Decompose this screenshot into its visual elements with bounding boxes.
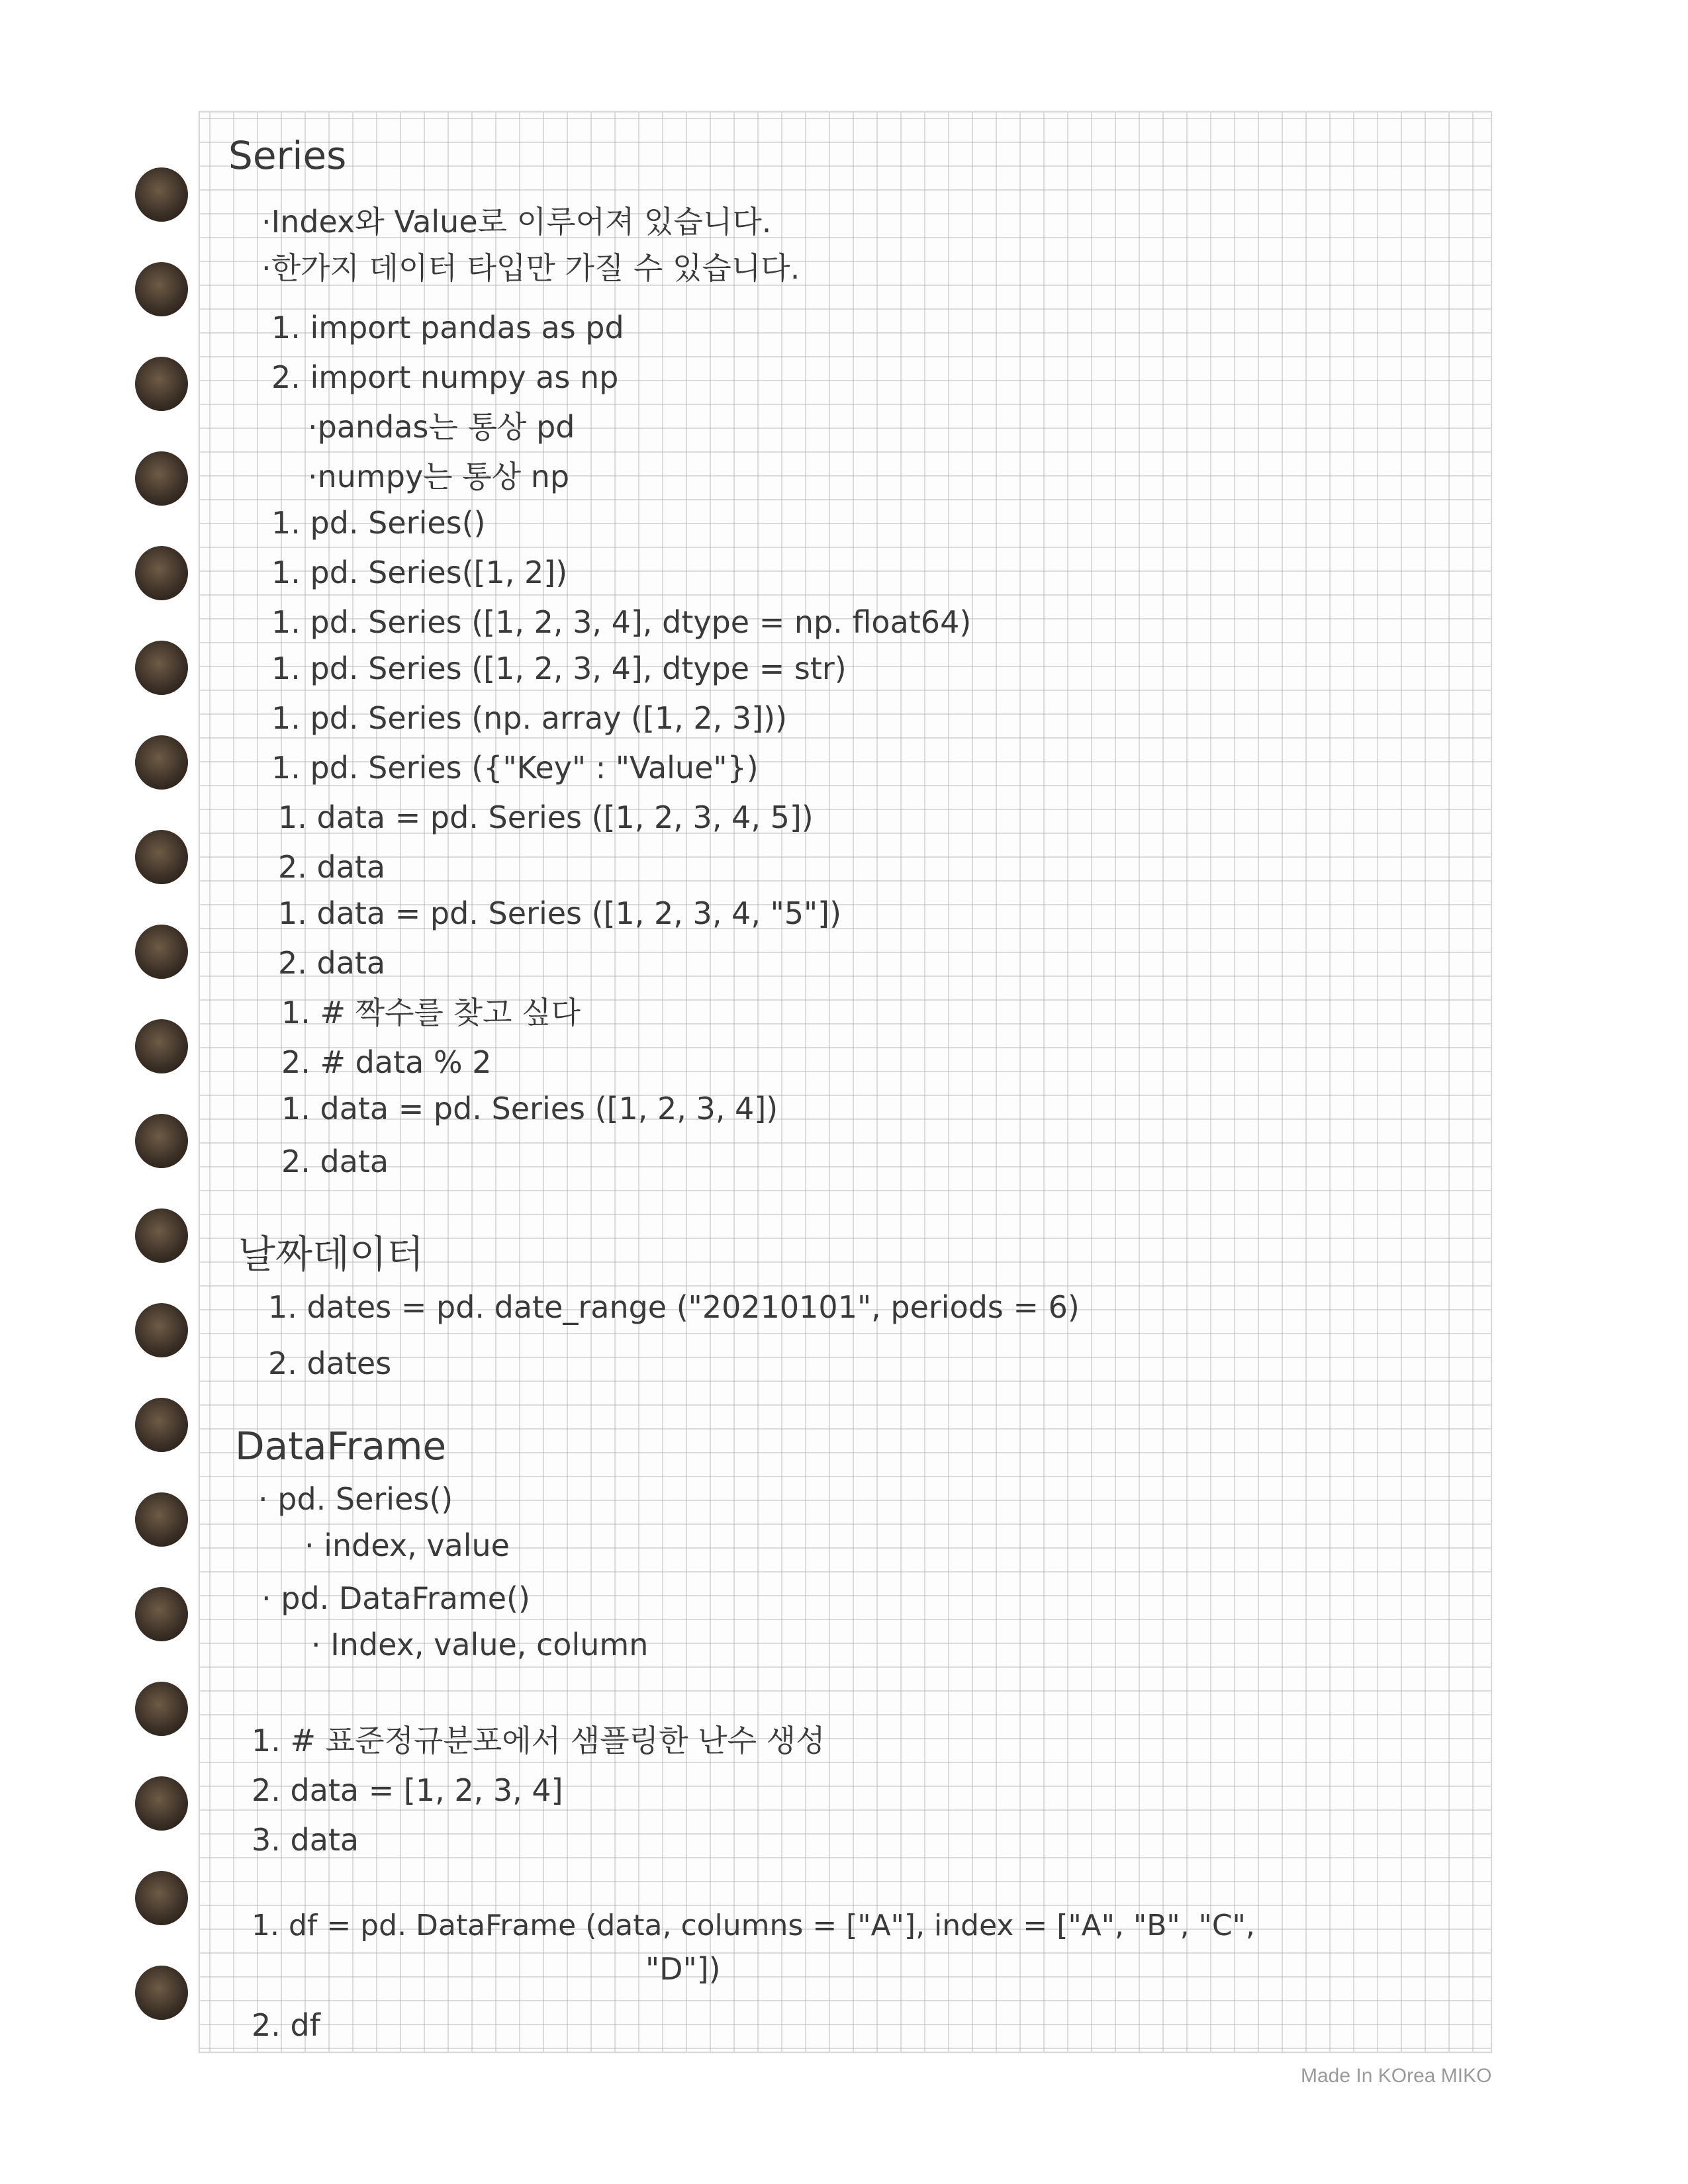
binder-hole [135,262,188,316]
note-line: · Index, value, column [311,1627,649,1662]
note-line: 1. pd. Series() [271,505,486,541]
note-line: 1. pd. Series ({"Key" : "Value"}) [271,750,759,786]
binder-hole [135,1966,188,2020]
note-line: ·Index와 Value로 이루어져 있습니다. [261,204,772,240]
note-line: 1. pd. Series([1, 2]) [271,555,568,590]
grid-paper-sheet [199,111,1492,2053]
heading-date-data: 날짜데이터 [238,1232,424,1277]
note-line: · pd. DataFrame() [261,1580,530,1616]
binder-hole [135,1114,188,1168]
binder-hole [135,1587,188,1641]
note-line: 1. # 짝수를 찾고 싶다 [281,995,581,1030]
note-line: 2. df [252,2007,320,2043]
note-line: 1. data = pd. Series ([1, 2, 3, 4]) [281,1091,778,1126]
binder-hole [135,1871,188,1925]
binder-hole [135,830,188,884]
note-line: · index, value [305,1527,510,1563]
note-line: 2. dates [268,1345,392,1381]
note-line: 1. # 표준정규분포에서 샘플링한 난수 생성 [252,1723,825,1758]
note-line: ·한가지 데이터 타입만 가질 수 있습니다. [261,250,800,286]
binder-hole [135,451,188,506]
note-line: 1. df = pd. DataFrame (data, columns = ["A"], index = ["A", "B", "C", [252,1909,1255,1942]
binder-hole [135,1303,188,1357]
note-line: 1. dates = pd. date_range ("20210101", periods = 6) [268,1289,1080,1325]
note-line: 1. data = pd. Series ([1, 2, 3, 4, 5]) [278,799,814,835]
note-line: 2. data [278,849,386,885]
note-line: 1. data = pd. Series ([1, 2, 3, 4, "5"]) [278,895,842,931]
note-line: 2. import numpy as np [271,359,619,395]
binder-hole [135,1208,188,1263]
note-line: 2. # data % 2 [281,1044,492,1080]
note-line: 2. data [281,1144,389,1179]
binder-hole [135,925,188,979]
note-line: 2. data [278,945,386,981]
note-line: "D"]) [645,1951,721,1987]
binder-hole [135,1776,188,1831]
binder-hole [135,1019,188,1073]
binder-hole [135,546,188,600]
note-line: · pd. Series() [258,1481,453,1517]
note-line: ·pandas는 통상 pd [308,409,575,445]
binder-hole [135,167,188,222]
note-line: 1. pd. Series ([1, 2, 3, 4], dtype = np. float64) [271,604,972,640]
note-line: 1. import pandas as pd [271,310,624,345]
binder-hole [135,357,188,411]
note-line: ·numpy는 통상 np [308,459,570,494]
binder-hole [135,641,188,695]
note-line: 3. data [252,1822,359,1858]
heading-dataframe: DataFrame [235,1424,447,1469]
binder-hole [135,1492,188,1547]
paper-brand-label: Made In KOrea MIKO [1301,2065,1492,2087]
binder-hole [135,735,188,790]
binder-hole [135,1398,188,1452]
heading-series: Series [228,133,347,178]
binder-hole [135,1682,188,1736]
note-line: 1. pd. Series ([1, 2, 3, 4], dtype = str) [271,651,847,686]
note-line: 2. data = [1, 2, 3, 4] [252,1772,563,1808]
note-line: 1. pd. Series (np. array ([1, 2, 3])) [271,700,788,736]
